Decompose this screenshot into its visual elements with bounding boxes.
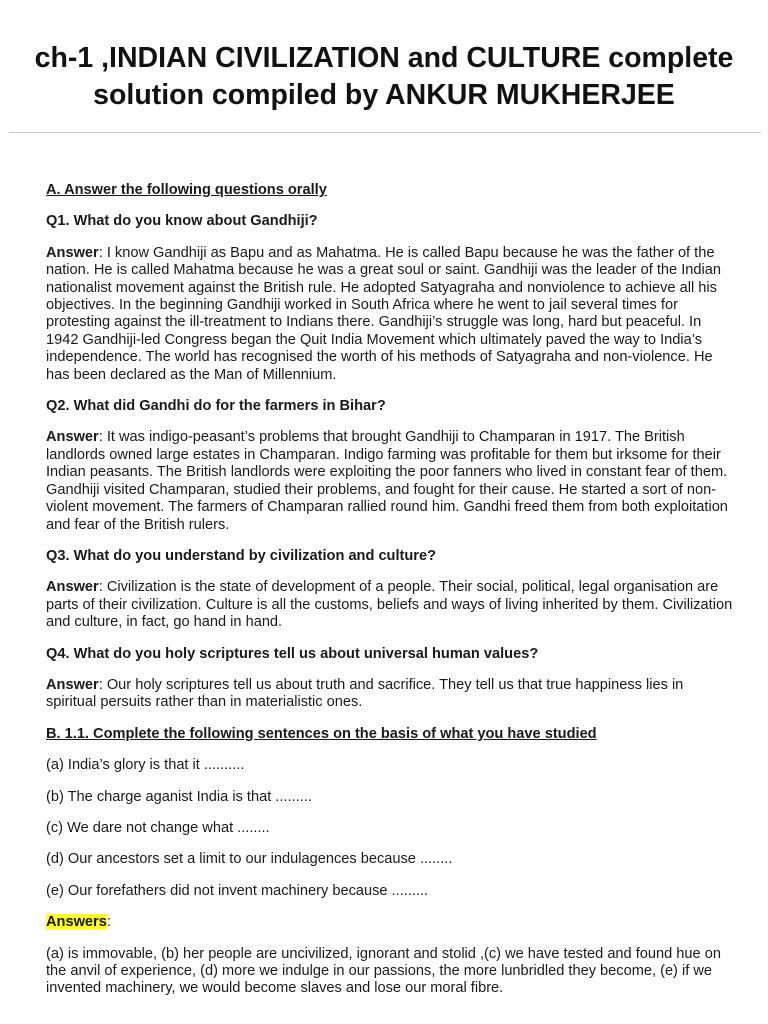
question-2: Q2. What did Gandhi do for the farmers in Bihar? bbox=[46, 398, 386, 415]
question-3: Q3. What do you understand by civilization and culture? bbox=[46, 547, 437, 564]
answer-1 bbox=[46, 245, 736, 384]
fill-item-b: (b) The charge aganist India is that ......... bbox=[46, 788, 312, 805]
fill-item-d: (d) Our ancestors set a limit to our indulagences because ........ bbox=[46, 851, 453, 868]
question-1: Q1. What do you know about Gandhiji? bbox=[46, 213, 318, 230]
title-divider bbox=[9, 132, 761, 133]
answer-label: Answer bbox=[46, 244, 99, 261]
answer-4 bbox=[46, 677, 736, 712]
answer-3 bbox=[46, 579, 736, 631]
question-4: Q4. What do you holy scriptures tell us about universal human values? bbox=[46, 645, 539, 662]
fill-item-e: (e) Our forefathers did not invent machinery because ......... bbox=[46, 882, 429, 899]
answer-label: Answer bbox=[46, 429, 99, 446]
title-line-1: ch-1 ,INDIAN CIVILIZATION and CULTURE complete bbox=[34, 42, 734, 74]
answers-colon: : bbox=[106, 914, 111, 931]
answer-1-text: : I know Gandhiji as Bapu and as Mahatma. He is called Bapu because he was the father of the nation. He is called Mahatma because he was a great soul or saint. Gandhiji was the leader of the Indian nationalist movement against the British rule. He adopted Satyagraha and nonviolence to achieve all his objectives. In the beginning Gandhiji worked in South Africa where he went to jail several times for protesting against the ill-treatment to Indians there. Gandhiji’s struggle was long, hard but peaceful. In 1942 Gandhiji-led Congress began the Quit India Movement which ultimately paved the way to India’s independence. The world has recognised the worth of his methods of Satyagraha and non-violence. He has been declared as the Man of Millennium. bbox=[46, 244, 721, 383]
document-title bbox=[0, 40, 768, 114]
answer-label: Answer bbox=[46, 676, 99, 693]
fill-item-c: (c) We dare not change what ........ bbox=[46, 819, 270, 836]
answers-label-highlight: Answers bbox=[46, 914, 107, 931]
answer-2 bbox=[46, 429, 736, 533]
answers-heading bbox=[46, 914, 736, 931]
fill-item-a: (a) India’s glory is that it .......... bbox=[46, 757, 245, 774]
title-line-2: solution compiled by ANKUR MUKHERJEE bbox=[93, 79, 675, 111]
answer-3-text: : Civilization is the state of development of a people. Their social, political, legal organisation are parts of their civilization. Culture is all the customs, beliefs and ways of living inherited by them. Civilization and culture, in fact, go hand in hand. bbox=[46, 579, 733, 631]
answer-4-text: : Our holy scriptures tell us about truth and sacrifice. They tell us that true happiness lies in spiritual persuits rather than in materialistic ones. bbox=[46, 676, 684, 711]
document-body bbox=[46, 182, 736, 998]
answer-2-text: : It was indigo-peasant’s problems that brought Gandhiji to Champaran in 1917. The British landlords owned large estates in Champaran. Indigo farming was profitable for them but irksome for their Indian peasants. The British landlords were exploiting the poor fanners who lived in constant fear of them. Gandhiji visited Champaran, studied their problems, and fought for their cause. He started a sort of non-violent movement. The farmers of Champaran rallied round him. Gandhi freed them from both exploitation and fear of the British rulers. bbox=[46, 429, 728, 533]
answers-text: (a) is immovable, (b) her people are uncivilized, ignorant and stolid ,(c) we have tested and found hue on the anvil of experience, (d) more we indulge in our passions, the more lunbridled they become, (e) if we invented machinery, we would become slaves and lose our moral fibre. bbox=[46, 945, 721, 997]
answer-label: Answer bbox=[46, 579, 99, 596]
section-b-heading: B. 1.1. Complete the following sentences on the basis of what you have studied bbox=[46, 725, 597, 742]
section-a-heading: A. Answer the following questions orally bbox=[46, 182, 327, 198]
